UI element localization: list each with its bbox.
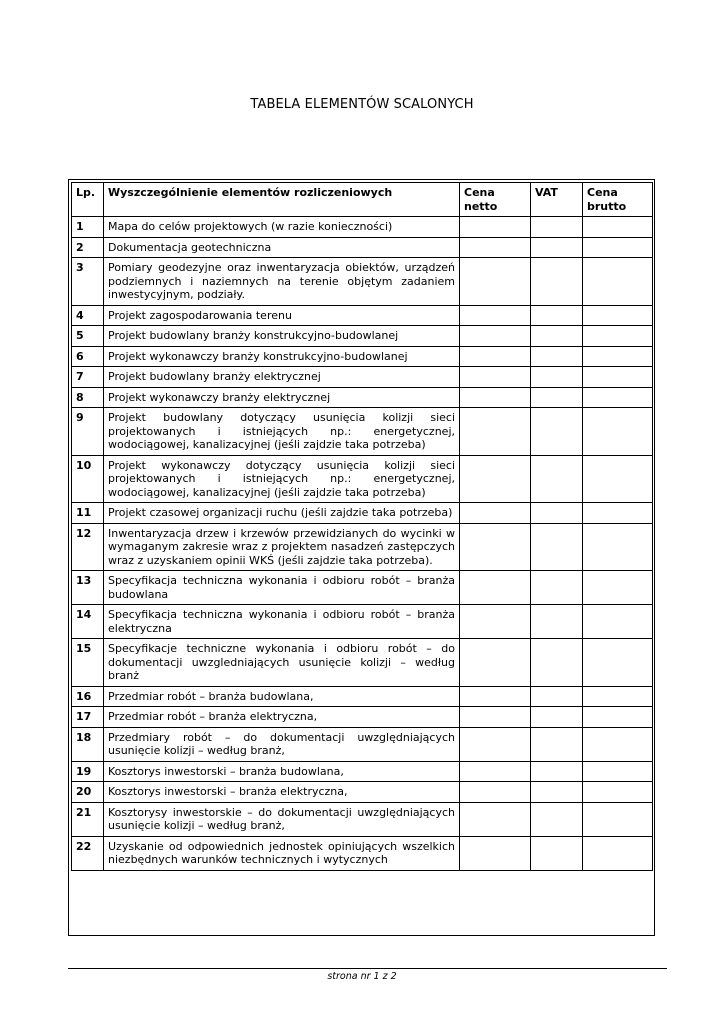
row-gross-price-cell [583, 503, 653, 524]
row-vat-cell [531, 802, 583, 836]
header-description: Wyszczególnienie elementów rozliczeniowych [104, 183, 460, 217]
row-gross-price-cell [583, 387, 653, 408]
row-number: 21 [72, 802, 104, 836]
row-vat-cell [531, 217, 583, 238]
row-description: Pomiary geodezyjne oraz inwentaryzacja obiektów, urządzeń podziemnych i naziemnych na terenie objętym zadaniem inwestycyjnym, podziały. [104, 258, 460, 306]
table-row [72, 639, 653, 687]
row-vat-cell [531, 408, 583, 456]
row-description: Specyfikacja techniczna wykonania i odbioru robót – branża elektryczna [104, 605, 460, 639]
row-description: Kosztorys inwestorski – branża elektryczna, [104, 782, 460, 803]
table-row [72, 408, 653, 456]
row-gross-price-cell [583, 605, 653, 639]
table-row [72, 217, 653, 238]
row-description: Projekt zagospodarowania terenu [104, 305, 460, 326]
table-row [72, 707, 653, 728]
row-number: 13 [72, 571, 104, 605]
row-net-price-cell [460, 367, 531, 388]
row-vat-cell [531, 571, 583, 605]
row-number: 3 [72, 258, 104, 306]
row-net-price-cell [460, 346, 531, 367]
row-net-price-cell [460, 639, 531, 687]
row-net-price-cell [460, 237, 531, 258]
row-description: Kosztorysy inwestorskie – do dokumentacji uwzględniających usunięcie kolizji – według branż, [104, 802, 460, 836]
row-number: 12 [72, 523, 104, 571]
row-net-price-cell [460, 605, 531, 639]
row-vat-cell [531, 237, 583, 258]
row-number: 20 [72, 782, 104, 803]
table-row [72, 605, 653, 639]
row-vat-cell [531, 782, 583, 803]
row-net-price-cell [460, 455, 531, 503]
row-net-price-cell [460, 326, 531, 347]
row-gross-price-cell [583, 326, 653, 347]
row-net-price-cell [460, 686, 531, 707]
table-row [72, 761, 653, 782]
row-number: 2 [72, 237, 104, 258]
table-row [72, 387, 653, 408]
row-gross-price-cell [583, 686, 653, 707]
row-gross-price-cell [583, 639, 653, 687]
row-number: 22 [72, 836, 104, 870]
row-vat-cell [531, 523, 583, 571]
row-description: Projekt wykonawczy dotyczący usunięcia kolizji sieci projektowanych i istniejących np.: energetycznej, wodociągowej, kanalizacyjnej (jeśli zajdzie taka potrzeba) [104, 455, 460, 503]
row-net-price-cell [460, 571, 531, 605]
row-description: Dokumentacja geotechniczna [104, 237, 460, 258]
row-net-price-cell [460, 761, 531, 782]
table-row [72, 455, 653, 503]
row-number: 17 [72, 707, 104, 728]
row-gross-price-cell [583, 782, 653, 803]
row-description: Projekt budowlany branży konstrukcyjno-budowlanej [104, 326, 460, 347]
row-net-price-cell [460, 523, 531, 571]
row-net-price-cell [460, 408, 531, 456]
row-description: Projekt budowlany dotyczący usunięcia kolizji sieci projektowanych i istniejących np.: energetycznej, wodociągowej, kanalizacyjnej (jeśli zajdzie taka potrzeba) [104, 408, 460, 456]
table-row [72, 326, 653, 347]
table-header-row [72, 183, 653, 217]
row-description: Przedmiary robót – do dokumentacji uwzględniających usunięcie kolizji – według branż, [104, 727, 460, 761]
row-gross-price-cell [583, 408, 653, 456]
row-vat-cell [531, 686, 583, 707]
row-vat-cell [531, 761, 583, 782]
page-number: strona nr 1 z 2 [327, 971, 397, 982]
table-row [72, 503, 653, 524]
table-row [72, 367, 653, 388]
row-vat-cell [531, 605, 583, 639]
row-gross-price-cell [583, 217, 653, 238]
row-vat-cell [531, 346, 583, 367]
row-number: 10 [72, 455, 104, 503]
row-description: Projekt czasowej organizacji ruchu (jeśli zajdzie taka potrzeba) [104, 503, 460, 524]
header-gross-price: Cena brutto [583, 183, 653, 217]
row-gross-price-cell [583, 367, 653, 388]
table-row [72, 802, 653, 836]
header-vat: VAT [531, 183, 583, 217]
row-description: Projekt budowlany branży elektrycznej [104, 367, 460, 388]
row-gross-price-cell [583, 836, 653, 870]
row-vat-cell [531, 727, 583, 761]
table-row [72, 258, 653, 306]
row-number: 4 [72, 305, 104, 326]
row-description: Przedmiar robót – branża budowlana, [104, 686, 460, 707]
table-row [72, 571, 653, 605]
header-net-price: Cena netto [460, 183, 531, 217]
row-vat-cell [531, 258, 583, 306]
row-vat-cell [531, 326, 583, 347]
table-row [72, 237, 653, 258]
row-description: Przedmiar robót – branża elektryczna, [104, 707, 460, 728]
row-net-price-cell [460, 707, 531, 728]
row-net-price-cell [460, 387, 531, 408]
row-vat-cell [531, 503, 583, 524]
row-gross-price-cell [583, 802, 653, 836]
footer-divider [68, 968, 667, 969]
table-row [72, 305, 653, 326]
row-gross-price-cell [583, 455, 653, 503]
table-row [72, 346, 653, 367]
row-vat-cell [531, 639, 583, 687]
row-number: 15 [72, 639, 104, 687]
row-number: 6 [72, 346, 104, 367]
row-vat-cell [531, 836, 583, 870]
row-net-price-cell [460, 503, 531, 524]
row-gross-price-cell [583, 571, 653, 605]
row-gross-price-cell [583, 523, 653, 571]
table-row [72, 727, 653, 761]
row-vat-cell [531, 455, 583, 503]
row-number: 7 [72, 367, 104, 388]
row-net-price-cell [460, 305, 531, 326]
row-net-price-cell [460, 727, 531, 761]
row-number: 14 [72, 605, 104, 639]
row-net-price-cell [460, 217, 531, 238]
row-gross-price-cell [583, 761, 653, 782]
row-gross-price-cell [583, 727, 653, 761]
row-net-price-cell [460, 836, 531, 870]
header-lp: Lp. [72, 183, 104, 217]
row-description: Inwentaryzacja drzew i krzewów przewidzianych do wycinki w wymaganym zakresie wraz z projektem nasadzeń zastępczych wraz z uzyskaniem opinii WKŚ (jeśli zajdzie taka potrzeba). [104, 523, 460, 571]
row-net-price-cell [460, 782, 531, 803]
table-frame [68, 179, 655, 936]
row-number: 19 [72, 761, 104, 782]
row-description: Projekt wykonawczy branży elektrycznej [104, 387, 460, 408]
row-net-price-cell [460, 258, 531, 306]
row-vat-cell [531, 305, 583, 326]
row-vat-cell [531, 707, 583, 728]
elements-table [71, 182, 653, 871]
row-number: 18 [72, 727, 104, 761]
table-row [72, 836, 653, 870]
row-number: 9 [72, 408, 104, 456]
table-row [72, 523, 653, 571]
row-number: 11 [72, 503, 104, 524]
row-gross-price-cell [583, 258, 653, 306]
table-row [72, 686, 653, 707]
row-gross-price-cell [583, 707, 653, 728]
row-number: 8 [72, 387, 104, 408]
row-description: Specyfikacje techniczne wykonania i odbioru robót – do dokumentacji uwzgledniających usunięcie kolizji – według branż [104, 639, 460, 687]
row-description: Mapa do celów projektowych (w razie konieczności) [104, 217, 460, 238]
row-gross-price-cell [583, 305, 653, 326]
row-gross-price-cell [583, 346, 653, 367]
row-description: Uzyskanie od odpowiednich jednostek opiniujących wszelkich niezbędnych warunków technicznych i wytycznych [104, 836, 460, 870]
row-number: 5 [72, 326, 104, 347]
row-number: 1 [72, 217, 104, 238]
row-description: Specyfikacja techniczna wykonania i odbioru robót – branża budowlana [104, 571, 460, 605]
row-description: Kosztorys inwestorski – branża budowlana, [104, 761, 460, 782]
row-number: 16 [72, 686, 104, 707]
document-title: TABELA ELEMENTÓW SCALONYCH [250, 97, 474, 112]
table-body [72, 217, 653, 871]
row-gross-price-cell [583, 237, 653, 258]
row-vat-cell [531, 367, 583, 388]
row-description: Projekt wykonawczy branży konstrukcyjno-budowlanej [104, 346, 460, 367]
row-net-price-cell [460, 802, 531, 836]
row-vat-cell [531, 387, 583, 408]
table-row [72, 782, 653, 803]
